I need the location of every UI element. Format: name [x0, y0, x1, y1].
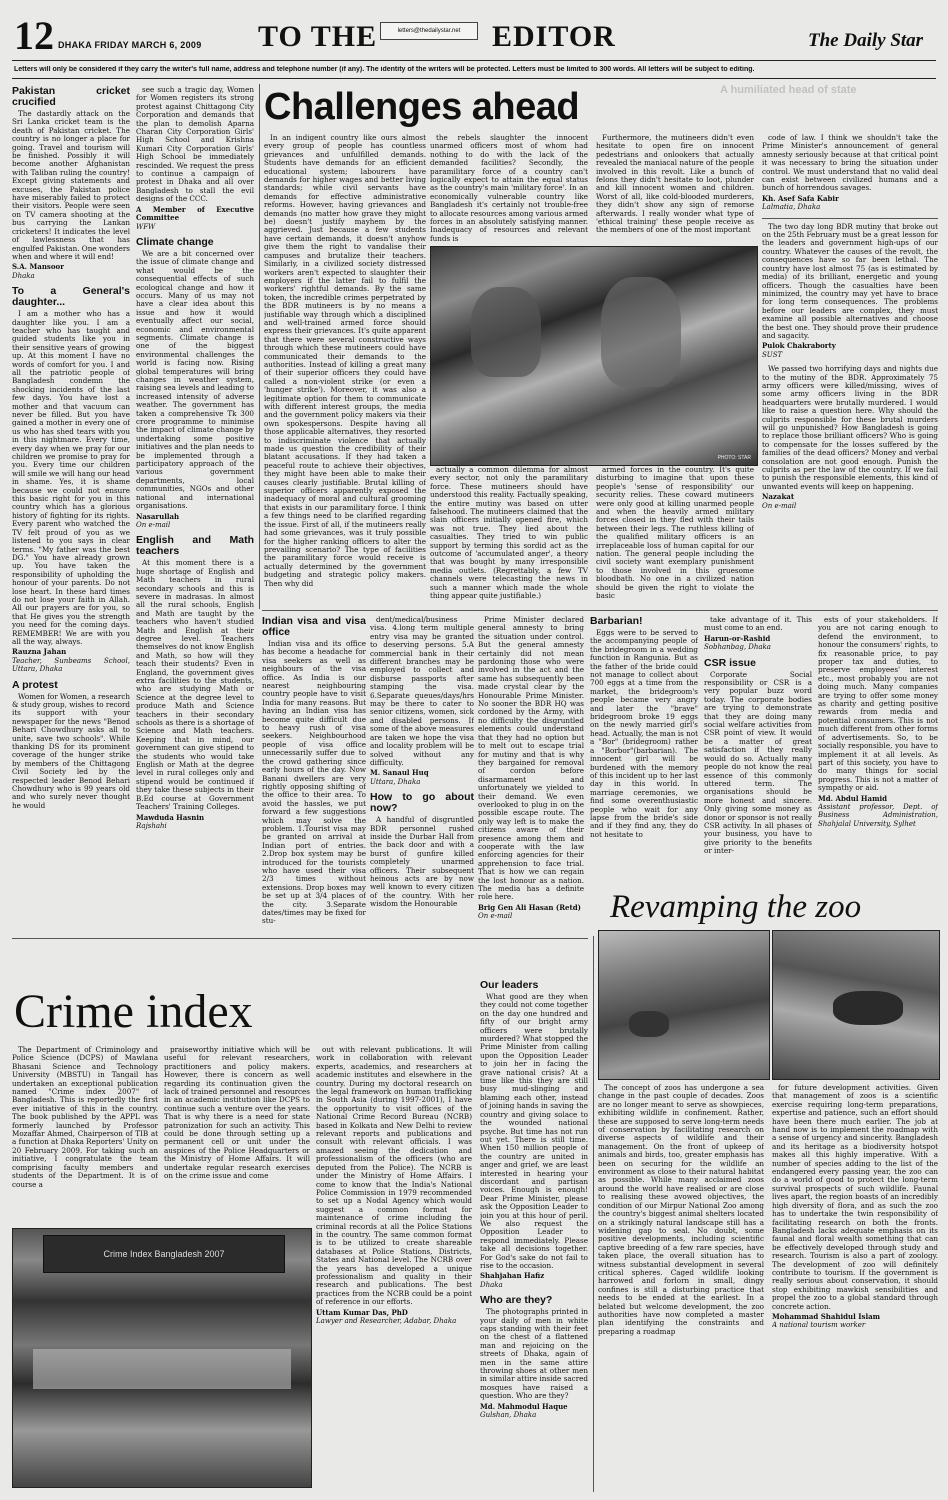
letter-heading: A protest: [12, 678, 58, 691]
letter-body: We passed two horrifying days and nights due to the mutiny of the BDR. Approximately 75 army officers were killed/missing, wives of some army officers living in the BDR headquarters were brutally murdered. I would like to raise a question here. Why should the culprits responsible for these brutal murders will go unpunished? How Bangladesh is going to replace those brilliant officers? Who is going to compensate for the losses suffered by the families of the dead officers? Money and verbal consolation are not good enough. Punish the culprits as per the law of the country. If we fail to punish the responsible elements, this kind of unwanted events will keep on happening.: [762, 364, 938, 491]
letter-location: On e-mail: [136, 520, 171, 529]
editorial-body: for future development activities. Given that management of zoos is a scientific exercise requiring long-term preparations, expertise and patience, such an effort should have been there much earlier. The job at hand now is to implement the roadmap with a sense of urgency and sincerity. Bangladesh and its heritage as a biodiversity hotspot makes all this highly imperative. With a number of species adding to the list of the endangered every passing year, the zoo can do a world of good to protect the long-term survival prospects of such wildlife. Faunal lives apart, the region boasts of an incredibly high diversity of flora, and as such the zoo has to undertake the twin responsibility of facilitating research on both the fronts. Bangladesh lacks adequate emphasis on its faunal and floral wealth something that can be effectively developed through study and research. Tourism is also a part of zoology. The development of zoo will definitely contribute to tourism. If the government is really serious about conservation, it should stop exhibiting mawkish sensibilities and propel the zoo to a global standard through concrete action.: [772, 1084, 938, 1311]
letter-signature: Rauzna Jahan: [12, 647, 67, 657]
letter-signature: M. Sanaul Huq: [370, 768, 429, 778]
letter-signature: Kh. Asef Safa Kabir: [762, 193, 839, 203]
letter-body: Corporate Social responsibility or CSR is a very popular buzz word today. The corporate bodies are trying to demonstrate that they are doing many social welfare activities from CSR point of view. It would be a matter of great satisfaction if they really would do so. Actually many people do not know the real essence of this commonly uttered term. The organisations should be more honest and sincere. Only giving some money as donor or sponsor is not really CSR activity. In all phases of your business, you have to give priority to the benefits or inter-: [704, 669, 812, 856]
howto-col-2: [478, 616, 584, 934]
barbarian-col: [590, 616, 698, 886]
letter-signature: Harun-or-Rashid: [704, 633, 771, 643]
masthead-left: TO THE: [258, 20, 378, 53]
zoo-col-1: [598, 1084, 764, 1492]
letter-heading: English and Math teachers: [136, 534, 254, 558]
headline-crime-index: Crime index: [14, 985, 253, 1038]
letter-signature: Pulok Chakraborty: [762, 341, 836, 351]
zoo-col-2: [772, 1084, 938, 1492]
letter-body: We are a bit concerned over the issue of climate change and what would be the consequential effects of such ecological change and how it occurs. Many of us may not have a clear idea about this issue and how it would eventually affect our social, economic and environmental segments. Climate change is one of the biggest environmental challenges the world is facing now. Rising global temperatures will bring changes in weather system, raising sea levels and leading to increased intensity of adverse weather. The government has taken a comprehensive Tk 300 crore programme to minimise the impact of climate change by undertaking some positive initiatives and the plan needs to be implemented through a participatory approach of the various government departments, local communities, NGOs and other national and international organisations.: [136, 248, 254, 511]
challenges-col-2b: [430, 466, 588, 608]
letter-heading: Our leaders: [480, 980, 539, 991]
letter-signature: Brig Gen Ali Hasan (Retd): [478, 902, 581, 912]
letter-body: A handful of disgruntled BDR personnel rushed inside the Durbar Hall from the back door and with a burst of gunfire killed completely unarmed officers. Their subsequent heinous acts are by now well known to every citizen of the country. With her wisdom the Honourable: [370, 815, 474, 909]
editorial-body: armed forces in the country. It's quite disturbing to imagine that upon these people's 'sense of responsibility' our security relies. These coward mutineers were only good at killing unarmed people and when the heavily armed military forces closed in they fled with their tails between their legs. The ruthless killing of the qualified military officers is an irreplaceable loss of human capital for our nation. The general people including the civil society want exemplary punishment to those involved in this gruesome bloodbath. No one in a civilized nation should be given the right to violate the basic: [596, 466, 754, 601]
mail-box: letters@thedailystar.net: [380, 22, 478, 40]
editorial-body: The Department of Criminology and Police Science (DCPS) of Mawlana Bhasani Science and Technology University (MBSTU) in Tangail has undertaken an exceptional publication named "Crime index 2007" of Bangladesh. This is reportedly the first ever initiative of this in the country. The book published by the APPL was formerly launched by Professor Mozaffar Ahmed, Chairperson of TIB at a function at Dhaka Reporters' Unity on 20 February 2009. For taking such an initiative, I congratulate the team comprising faculty members and students of the Department. It is of course a: [12, 1046, 158, 1189]
letter-body: The photographs printed in your daily of men in white caps standing with their feet on the chest of a flattened man and rejoicing on the streets of Dhaka, again of men in the same attire throwing shoes at other men in similar attire inside sacred mosques have raised a question. Who are they?: [480, 1307, 588, 1401]
csr-col: [704, 616, 812, 886]
letter-body: dent/medical/business visa. 4.long term multiple entry visa may be granted to deserving persons. 5.A commercial bank in their different branches may be employed to collect and disburse passports after stamping the visa. 6.Separate queues/days/hrs may be there to cater to senior citizens, women, sick and disabled persons. If some of the above measures are taken we hope the visa and locality problem will be solved without any difficulty.: [370, 616, 474, 767]
photo-credit: PHOTO: STAR: [717, 455, 751, 461]
header-rule: [12, 60, 936, 61]
letter-body: Prime Minister declared general amnesty to bring the situation under control. But the general amnesty certainly did not mean pardoning those who were involved in the act and the same has subsequently been made crystal clear by the Honourable Prime Minister. No sooner the BDR HQ was cordoned by the Army, with no difficulty the disgruntled elements could understand that they had no option but to melt out to escape trial for mutiny and that is why they bargained for removal of cordon before disarmament and unfortunately we yielded to their demand. We even overlooked to plug in on the possible escape route. The only way left is to make the citizens aware of their presence among them and cooperate with the law enforcing agencies for their apprehension to face trial. That is how we can regain the lost honour as a nation. The media has a definite role here.: [478, 616, 584, 902]
letter-heading: Indian visa and visa office: [262, 616, 366, 638]
page-number: 12: [14, 13, 54, 58]
letter-body: At this moment there is a huge shortage of English and Math teachers in rural secondary schools and this is severe in madrasas. In almost all the rural schools, English and Math are taught by the teachers who haven't studied Math and English at their degree level. Teachers themselves do not know English and Math, so how will they teach their students? Even in England, the government gives extra facilities to the students, who are studying Math or Science at the degree level to produce Math and Science teachers in their secondary schools as there is a shortage of Science and Math teachers. Keeping that in mind, our government can give stipend to the students who would take English or Math at the degree level in rural colleges only and stipend would be continued if they take these subjects in their B.Ed course at Government Teachers' Training Colleges.: [136, 558, 254, 812]
letter-location: Dhaka: [12, 271, 35, 280]
letter-signature: Mohammad Shahidul Islam: [772, 1311, 881, 1321]
letter-body: Indian visa and its office has become a headache for visa seekers as well as neighbours of the visa office. As India is our nearest neighbouring country people have to visit India for many reasons. But having an Indian visa has become quite difficult due to heavy rush of visa seekers. Neighbourhood people of visa office unnecessarily suffer due to the crowd gathering since early hours of the day. Now Banani dwellers are very rightly opposing shifting of the office to their area. To avoid the hassles, we put forward a few suggestions which may solve the problem. 1.Tourist visa may be granted on arrival at Indian port of entries. 2.Drop box system may be introduced for the tourists who have used their visa 2/3 times without extensions. Drop boxes may be set up at 3/4 places of the city. 3.Separate dates/times may be fixed for stu-: [262, 639, 366, 926]
column-divider: [259, 84, 260, 609]
elephant-silhouette: [629, 1011, 669, 1037]
bleed-fragment: A humiliated head of state: [720, 84, 857, 96]
photo-figure: [601, 277, 681, 387]
notice-rule: [12, 78, 936, 79]
letter-signature: S.A. Mansoor: [12, 262, 64, 272]
column-2: [136, 86, 254, 932]
letter-location: Uttara, Dhaka: [370, 777, 421, 786]
rhino-silhouette: [833, 991, 903, 1025]
crime-col-2: [164, 1046, 310, 1222]
editorial-body: code of law. I think we shouldn't take the Prime Minister's announcement of general amnesty seriously because at that critical point it was necessary to bring the situation under control. We must understand that no valid deal can exist between civilized humans and a bunch of horrendous savages.: [762, 134, 938, 193]
letter-location: On e-mail: [762, 501, 797, 510]
letter-heading: Barbarian!: [590, 616, 643, 627]
letter-location: Dhaka: [480, 1280, 503, 1289]
editorial-body: In an indigent country like ours almost every group of people has countless grievances and unfulfilled demands. Students have demands for an efficient educational system; labourers have demands for higher wages and better living standards; while civil servants have demands for effective administrative reforms. However, having grievances and demands (no matter how grave they might be) doesn't justify mayhem by the aggrieved. Just because a few students have certain demands, it doesn't anyhow give them the right to vandalise their campuses and brutalize their teachers. Similarly, in a civilized society distressed workers aren't expected to slaughter their employers if the latter fail to fulfil the workers' rightful demands. By the same token, the incredible crimes perpetrated by the BDR mutineers is by no means a justifiable way through which a disciplined and well-trained armed force should express their grievances. It's quite apparent that there were several constructive ways through which these mutineers could have communicated their demands to the authorities. Instead of killing a great many of their superior officers they could have called a non-violent strike (or even a 'hunger strike'). Moreover, it was also a legitimate option for them to communicate with different interest groups, the media and the government policy makers via their own spokespersons. Despite having all those applicable alternatives, they resorted to indiscriminate violence that actually made us question the credibility of their blatant accusations. If they had taken a peaceful route to achieve their objectives, they might have been able to make their causes clearly justifiable. Brutal killing of superior officers apparently exposed the inadequacy of moral and cultural grooming that exists in our paramilitary force. I think a few things need to be clarified regarding the issue. First of all, if the mutineers really had some grievances, was it truly possible for the higher ranking officers to alter the prevailing scenario? The type of facilities the paramilitary force would receive is actually determined by the government budgeting and strategic policy makers. Then why did: [264, 134, 426, 588]
letter-signature: Md. Mahmodul Haque: [480, 1401, 568, 1411]
column-divider: [593, 936, 594, 1492]
editorial-body: Furthermore, the mutineers didn't even hesitate to open fire on innocent pedestrians and onlookers that actually revealed the maniacal nature of the people involved in this revolt. Like a bunch of felons they didn't hesitate to loot, plunder and kill innocent women and children. Worst of all, like cold-blooded murderers, they didn't show any sign of remorse afterwards. I really wonder what type of 'ethical training' these people receive as the members of one of the most important: [596, 134, 754, 235]
challenges-col-3: [596, 134, 754, 242]
letter-signature: A Member of Executive Committee: [136, 204, 254, 223]
letter-body: Women for Women, a research & study group, wishes to record its support with your newspaper for the news "Benod Behari Chowdhury asks all to unite, save two schools". While thanking DS for its prominent coverage of the hunger strike by members of the Chittagong Civil Society led by the respected leader Benod Behari Chowdhury who is 99 years old and who surely never thought he would: [12, 691, 130, 810]
challenges-col-1: [264, 134, 426, 608]
event-banner: Crime Index Bangladesh 2007: [43, 1235, 285, 1273]
visa-col-2: [370, 616, 474, 934]
masthead-right: EDITOR: [492, 20, 616, 53]
column-right: [762, 134, 938, 608]
challenges-col-3b: [596, 466, 754, 608]
letter-location: Teacher, Sunbeams School, Uttara, Dhaka: [12, 656, 130, 674]
section-rule: [12, 938, 588, 939]
letter-divider: [762, 218, 938, 219]
zoo-elephant-photo: [598, 930, 770, 1080]
letter-location: Gulshan, Dhaka: [480, 1411, 537, 1420]
letter-location: Assistant professor, Dept. of Business Administration, Shahjalal University, Sylhet: [818, 802, 938, 828]
letter-heading: Pakistan cricket crucified: [12, 86, 130, 108]
letter-location: SUST: [762, 350, 783, 359]
zoo-rhino-photo: [772, 930, 940, 1080]
column-1: [12, 86, 130, 932]
challenges-col-2: [430, 134, 588, 242]
protest-photo: [430, 246, 758, 466]
letter-signature: Shahjahan Hafiz: [480, 1271, 545, 1281]
csr-col-2: [818, 616, 938, 886]
letter-location: On e-mail: [478, 912, 513, 921]
letter-body: see such a tragic day, Women for Women registers its strong protest against Chittagong City Corporation and demands that the plan to demolish Aparna Charan City Corporation Girls' High School and Krishna Kumari City Corporation Girls' High School be immediately rescinded. We request the press to continue a campaign of protest in Dhaka and all over Bangladesh to stall the evil designs of the CCC.: [136, 86, 254, 204]
letter-heading: To a General's daughter...: [12, 285, 130, 309]
letter-heading: Climate change: [136, 235, 214, 248]
section-rule: [262, 610, 938, 611]
letter-body: take advantage of it. This must come to an end.: [704, 616, 812, 633]
headline-zoo: Revamping the zoo: [610, 889, 862, 925]
letter-body: ests of your stakeholders. If you are not caring enough to defend the environment, to honour the consumers' rights, to fix reasonable price, to pay proper tax and duties, to preserve employees' interest etc., most probably you are not doing much. Many companies are trying to offer some money as charity and getting positive rewards from media and potential consumers. This is not much different from other forms of advertisements. So, to be socially responsible, you have to implement it at all levels. As part of this society, you have to do many things for social progress. This is not a matter of sympathy or aid.: [818, 616, 938, 793]
letter-signature: Uttam Kumar Das, PhD: [316, 1307, 408, 1317]
dateline: DHAKA FRIDAY MARCH 6, 2009: [58, 40, 202, 50]
crime-col-3: [316, 1046, 472, 1492]
headline-challenges: Challenges ahead: [264, 86, 580, 128]
letter-location: Lawyer and Researcher, Adabar, Dhaka: [316, 1317, 457, 1325]
crime-col-1: [12, 1046, 158, 1222]
letter-body: I am a mother who has a daughter like you. I am a teacher who has taught and guided students like you in their sensitive years of growing up. At this moment I have no words of comfort for you. I and all the patriotic people of Bangladesh condemn the shocking incidents of the last few days. You have lost a mother and that vacuum can never be filled. But you have gained a mother in every one of us who has shed tears with you in this nightmare. Every time, every day when we pray for our children we promise to pray for you. Every time our children will smile we will hang our head in shame. Yes, it is shame because we could not ensure this basic right for you in this country which has a glorious history of fighting for its rights. Every parent who watched the TV felt proud of you as we listened to you says in clear terms. "My father was the best DG." You have already grown up. You have taken the responsibility of upholding the honour of your parents. Do not lose heart. In these hard times do not lose your faith in Allah. All our prayers are for you, so that He gives you the strength you need for the coming days. REMEMBER! We are with you all the way, always.: [12, 309, 130, 646]
letter-location: WFW: [136, 222, 156, 231]
letter-signature: Mawduda Hasnin: [136, 812, 205, 822]
letter-body: Eggs were to be served to the accompanying people of the bridegroom in a wedding function in Rangunia. But as the father of the bride could not manage to collect about 700 eggs at a time from the market, the bridegroom's people became very angry and later the "brave" bridegroom broke 19 eggs on the newly married girl's head. Actually, the man is not a "Bor" (bridegroom) rather a "Borbor"(barbarian). The innocent girl will be burdened with the memory of this incident up to her last day in this world. In marriage ceremonies, we find some overenthusiastic people who wait for any lapse from the bride's side and if they find any, they do not hesitate to: [590, 628, 698, 839]
letter-signature: Md. Abdul Hamid: [818, 793, 888, 803]
letter-location: Lalmatia, Dhaka: [762, 203, 821, 212]
letter-heading: How to go about now?: [370, 791, 474, 815]
editorial-body: praiseworthy initiative which will be useful for relevant researchers, practitioners and policy makers. However, there is concern as well regarding its continuation given the lack of trained personnel and resources in an academic institution like DCPS to continue such a venture over the years. That is why there is a need for state patronization for such an activity. This could be done through setting up a permanent cell or unit under the auspices of the Police Headquarters or the Ministry of Home Affairs. It will undertake regular research exercises on the crime issue and come: [164, 1046, 310, 1181]
crime-index-launch-photo: [12, 1228, 312, 1488]
letter-location: A national tourism worker: [772, 1321, 866, 1330]
letter-body: The two day long BDR mutiny that broke out on the 25th February must be a great lesson for the leaders and government high-ups of our country. Whatever the causes of the revolt, the consequences have so far been lethal. The country have lost almost 75 (as is estimated by media) of its brilliant, energetic and young officers. Though the casualties have been minimized, the country may yet have to brace for long term consequences. The problems before our leaders are complex, they must examine all possible alternatives and choose the best one. They should prove their prudence and sagacity.: [762, 221, 938, 340]
photo-table: [33, 1349, 291, 1389]
editorial-body: The concept of zoos has undergone a sea change in the past couple of decades. Zoos are no longer meant to serve as showpieces, exhibiting wildlife in confinement. Rather, these are supposed to serve long-term needs of conservation by facilitating research on diverse aspects of wildlife and their management. On the front of upkeep of animals and birds, too, greater emphasis has been on securing for the wildlife an environment as close to their natural habitat as possible. While many acclaimed zoos around the world have realised or are close to realising these avowed objectives, the condition of our Mirpur National Zoo among the country's biggest animal shelters located on a strikingly natural landscape still has a widening gap to seal. No doubt, some positive developments, including scientific captive breeding of a few rare species, have taken place, the overall situation has to witness substantial development in several critical spheres. Caged wildlife looking harrowed and forlorn in small, dingy confines is still a disturbing practice that needs to be ended at the earliest. In a belated but welcome development, the zoo authorities have now completed a master plan identifying the constraints and preparing a roadmap: [598, 1084, 764, 1336]
photo-figure: [471, 287, 541, 377]
letter-body: The dastardly attack on the Sri Lanka cricket team is the death of Pakistan cricket. The country is no longer a place for going. Travel and tourism will be finished. Possibly it will become another Afghanistan with Taliban ruling the country! Except giving statements and excuses, the Pakistan police have miserably failed to protect their visitors. People were seen on TV camera shooting at the bus carrying the Lankan cricketers! It indicates the level of lawlessness that has engulfed Pakistan. One wonders when and where it will end!: [12, 109, 130, 261]
visa-col-1: [262, 616, 366, 934]
leaders-col: [480, 980, 588, 1492]
editorial-body: out with relevant publications. It will work in collaboration with relevant experts, academics, and researchers at academic institutes and elsewhere in the country. During my doctoral research on the legal framework on human trafficking in South Asia (during 1997-2001), I have the opportunity to visit offices of the National Crime Record Bureau (NCRB) based in Kolkata and New Delhi to review relevant reports and publications and consult with relevant officials. I was amazed seeing the dedication and professionalism of the officers (who are deputed from the Police). The NCRB is under the Ministry of Home Affairs. I come to know that the India's National Police Commission in 1979 recommended to set up a Nodal Agency which would suggest a common format for maintenance of crime including the criminal records at all the Police Stations in the country. The same common format is to be utilized to create shareable databases at Police Stations, Districts, States and National level. The NCRB over the years has developed a unique professionalism and quality in their research and publications. The best practices from the NCRB could be a point of reference in our efforts.: [316, 1046, 472, 1307]
editorial-body: actually a common dilemma for almost every sector, not only the paramilitary force. These mutineers should have understood this reality. Factually speaking, the entire mutiny was based on utter falsehood. The mutineers claimed that the slain officers initially opened fire, which was not true. They lied about the casualties. They tried to win public support by terming this sordid act as the outcome of 'accumulated anger', a theory that was bought by many irresponsible media outlets. (Regrettably, a few TV channels were telecasting the news in such a manner which made the whole thing appear quite justifiable.): [430, 466, 588, 601]
letter-heading: Who are they?: [480, 1294, 553, 1307]
letter-signature: Nazakat: [762, 492, 795, 502]
letter-location: Rajshahi: [136, 821, 167, 830]
letter-location: Sobhanbag, Dhaka: [704, 643, 771, 652]
letter-body: What good are they when they could not come together on the day one hundred and fifty of our bright army officers were brutally murdered? What stopped the Prime Minister from calling upon the Opposition Leader to join her in facing the grave national crisis? At a time like this they are still busy mud-slinging and blaming each other, instead of joining hands in saving the country and giving solace to the wounded national psyche. But time has not run out yet. There is still time. When 150 million people of the country are united in anger and grief, we are least interested in hearing your discordant and partisan voices. Enough is enough! Dear Prime Minister, please ask the Opposition Leader to join you at this hour of peril. We also request the Opposition Leader to respond immediately. Please take all decisions together. For God's sake do not fail to rise to the occasion.: [480, 992, 588, 1270]
letter-heading: CSR issue: [704, 656, 756, 669]
letter-signature: Nasarullah: [136, 511, 180, 521]
logo: The Daily Star: [808, 30, 924, 51]
editorial-body: the rebels slaughter the innocent unarmed officers most of whom had nothing to do with the lack of the demanded facilities? Secondly, the paramilitary force of a country can't logically expect to attain the equal status as the country's main 'military force'. In an economically vulnerable country like Bangladesh it's certainly not trouble-free to allocate resources among various armed forces in an absolutely satisfying manner. Inadequacy of resources and relevant funds is: [430, 134, 588, 242]
letters-notice: Letters will only be considered if they carry the writer's full name, address and telephone number (if any). The identity of the writers will be protected. Letters must be limited to 300 words. All letters will be subject to editing.: [14, 66, 755, 73]
